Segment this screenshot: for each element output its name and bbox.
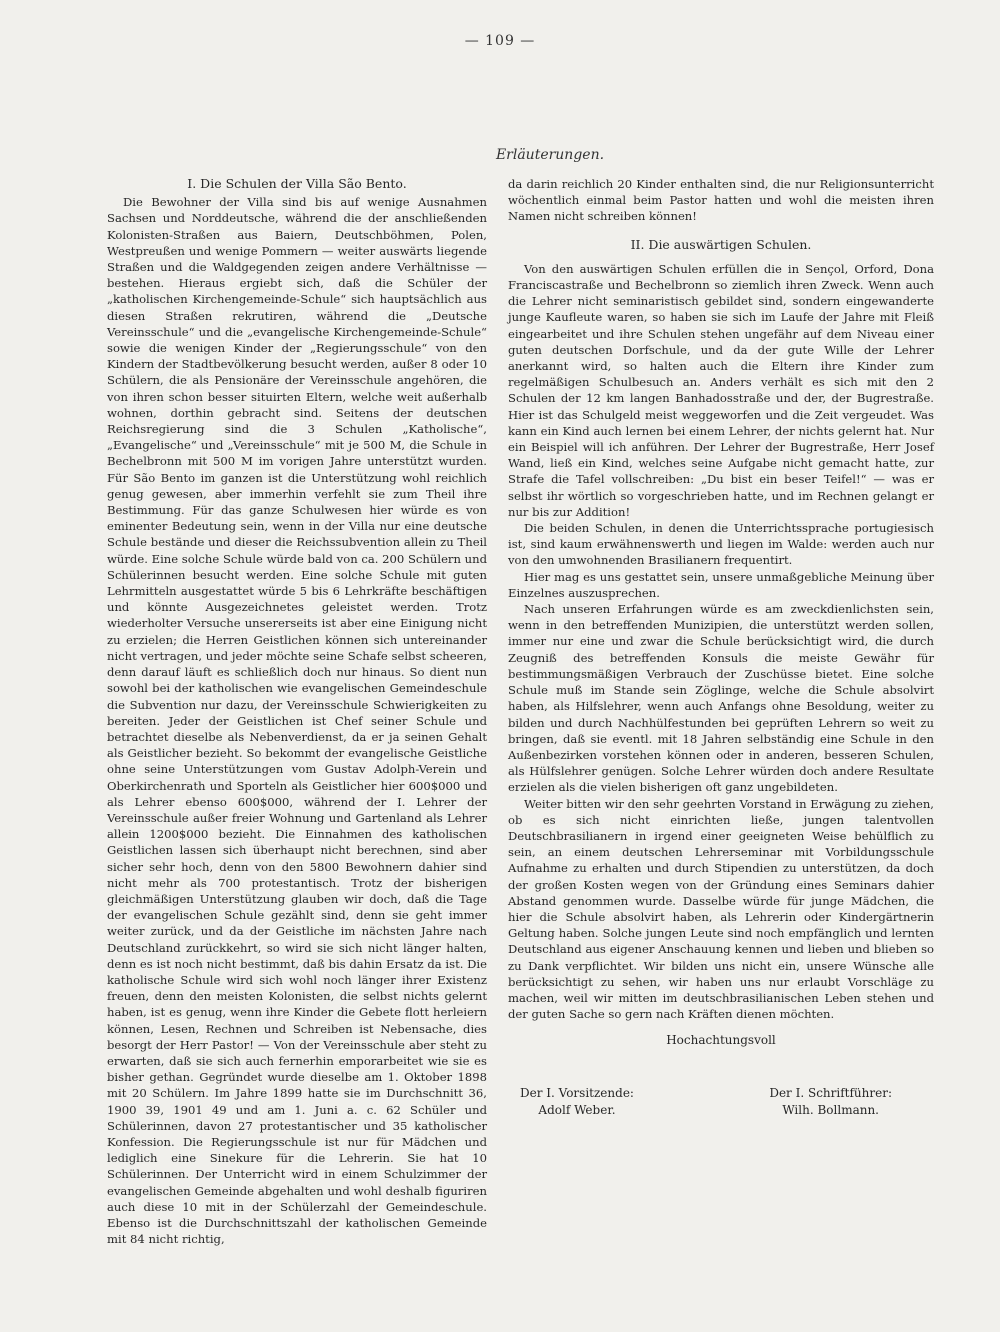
section2-paragraph: Nach unseren Erfahrungen würde es am zweckdienlichsten sein, wenn in den betreffenden Munizipien, die unterstützt werden sollen, immer nur eine und zwar die Schule berücksichtigt wird, die durch Zeugniß des betreffenden Konsuls die meiste Gewähr für bestimmungsmäßigen Verbrauch der Zuschüsse bietet. Eine solche Schule muß im Stande sein Zöglinge, welche die Schule absolvirt haben, als Hilfslehrer, wenn auch Anfangs ohne Besoldung, weiter zu bilden und durch Nachhülfestunden bei geprüften Lehrern so weit zu bringen, daß sie eventl. mit 18 Jahren selbständig eine Schule in den Außenbezirken vorstehen können oder in anderen, besseren Schulen, als Hülfslehrer genügen. Solche Lehrer würden doch andere Resultate erzielen als die vielen bisherigen oft ganz ungebildeten. bbox=[508, 602, 934, 795]
section1-paragraph: Die Bewohner der Villa sind bis auf wenige Ausnahmen Sachsen und Norddeutsche, während die der anschließenden Kolonisten-Straßen aus Baiern, Deutschböhmen, Polen, Westpreußen und wenige Pommern — weiter auswärts liegende Straßen und die Waldgegenden zeigen andere Verhältnisse — bestehen. Hieraus ergiebt sich, daß die Schüler der „katholischen Kirchengemeinde-Schule“ sich hauptsächlich aus diesen Straßen rekrutiren, während die „Deutsche Vereinsschule“ und die „evangelische Kirchengemeinde-Schule“ sowie die wenigen Kinder der „Regierungsschule“ von den Kindern der Stadtbevölkerung besucht werden, außer 8 oder 10 Schülern, die als Pensionäre der Vereinsschule angehören, die von ihren schon besser situirten Eltern, welche weit außerhalb wohnen, dorthin gebracht sind. Seitens der deutschen Reichsregierung sind die 3 Schulen „Katholische“, „Evangelische“ und „Vereinsschule“ mit je 500 M, die Schule in Bechelbronn mit 500 M im vorigen Jahre unterstützt wurden. Für São Bento im ganzen ist die Unterstützung wohl reichlich genug gewesen, aber immerhin verfehlt sie zum Theil ihre Bestimmung. Für das ganze Schulwesen hier würde es von eminenter Bedeutung sein, wenn in der Villa nur eine deutsche Schule bestände und dieser die Reichssubvention allein zu Theil würde. Eine solche Schule würde bald von ca. 200 Schülern und Schülerinnen besucht werden. Eine solche Schule mit guten Lehrmitteln ausgestattet würde 5 bis 6 Lehrkräfte beschäftigen und könnte Ausgezeichnetes geleistet werden. Trotz wiederholter Versuche unsererseits ist aber eine Einigung nicht zu erzielen; die Herren Geistlichen können sich untereinander nicht vertragen, und jeder möchte seine Schafe selbst scheeren, denn darauf läuft es schließlich doch nur hinaus. So dient nun sowohl bei der katholischen wie evangelischen Gemeindeschule die Subvention nur dazu, der Vereinsschule Schwierigkeiten zu bereiten. Jeder der Geistlichen ist Chef seiner Schule und betrachtet dieselbe als Nebenverdienst, da er ja seinen Gehalt als Geistlicher bezieht. So bekommt der evangelische Geistliche ohne seine Unterstützungen vom Gustav Adolph-Verein und Oberkirchenrath und Sporteln als Geistlicher hier 600$000 und als Lehrer ebenso 600$000, während der I. Lehrer der Vereinsschule außer freier Wohnung und Gartenland als Lehrer allein 1200$000 bezieht. Die Einnahmen des katholischen Geistlichen lassen sich überhaupt nicht berechnen, sind aber sicher sehr hoch, denn von den 5800 Bewohnern dahier sind nicht mehr als 700 protestantisch. Trotz der bisherigen gleichmäßigen Unterstützung glauben wir doch, daß die Tage der evangelischen Schule gezählt sind, denn sie geht immer weiter zurück, und da der Geistliche im nächsten Jahre nach Deutschland zurückkehrt, so wird sie sich nicht länger halten, denn es ist noch nicht bestimmt, daß bis dahin Ersatz da ist. Die katholische Schule wird sich wohl noch länger ihrer Existenz freuen, denn den meisten Kolonisten, die selbst nichts gelernt haben, ist es genug, wenn ihre Kinder die Gebete flott herleiern können, Lesen, Rechnen und Schreiben ist Nebensache, dies besorgt der Herr Pastor! — Von der Vereinsschule aber steht zu erwarten, daß sie sich auch fernerhin emporarbeitet wie sie es bisher gethan. Gegründet wurde dieselbe am 1. Oktober 1898 mit 20 Schülern. Im Jahre 1899 hatte sie im Durchschnitt 36, 1900 39, 1901 49 und am 1. Juni a. c. 62 Schüler und Schülerinnen, davon 27 protestantischer und 35 katholischer Konfession. Die Regierungsschule ist nur für Mädchen und lediglich eine Sinekure für die Lehrerin. Sie hat 10 Schülerinnen. Der Unterricht wird in einem Schulzimmer der evangelischen Gemeinde abgehalten und wohl deshalb figuriren auch diese 10 mit in der Schülerzahl der Gemeindeschule. Ebenso ist die Durchschnittszahl der katholischen Gemeinde mit 84 nicht richtig, bbox=[107, 195, 487, 1247]
section-heading-outer-schools: II. Die auswärtigen Schulen. bbox=[630, 236, 812, 252]
closing-salutation: Hochachtungsvoll bbox=[666, 1033, 776, 1048]
document-title: Erläuterungen. bbox=[495, 147, 605, 163]
signature-name: Wilh. Bollmann. bbox=[782, 1102, 879, 1117]
section1-continuation: da darin reichlich 20 Kinder enthalten sind, die nur Religionsunterricht wöchentlich einmal beim Pastor hatten und wohl die meisten ihren Namen nicht schreiben können! bbox=[508, 177, 934, 224]
section2-paragraph: Die beiden Schulen, in denen die Unterrichtssprache portugiesisch ist, sind kaum erwähnenswerth und liegen im Walde: werden auch nur von den umwohnenden Brasilianern frequentirt. bbox=[508, 521, 934, 568]
section-heading-schools-villa: I. Die Schulen der Villa São Bento. bbox=[187, 176, 407, 191]
left-column bbox=[107, 176, 487, 1247]
signatures bbox=[508, 1085, 934, 1119]
right-column bbox=[508, 176, 934, 1119]
section2-paragraph: Hier mag es uns gestattet sein, unsere unmaßgebliche Meinung über Einzelnes auszusprechen. bbox=[508, 569, 934, 600]
page-number: — 109 — bbox=[464, 33, 536, 49]
signature-secretary bbox=[769, 1085, 892, 1119]
section2-paragraph: Weiter bitten wir den sehr geehrten Vorstand in Erwägung zu ziehen, ob es sich nicht einrichten ließe, jungen talentvollen Deutschbrasilianern in irgend einer geeigneten Weise behülflich zu sein, an einem deutschen Lehrerseminar mit Vorbildungsschule Aufnahme zu erhalten und durch Stipendien zu unterstützen, da doch der großen Kosten wegen von der Gründung eines Seminars dahier Abstand genommen wurde. Dasselbe würde für junge Mädchen, die hier die Schule absolvirt haben, als Lehrerin oder Kindergärtnerin Geltung haben. Solche jungen Leute sind noch empfänglich und lernten Deutschland aus eigener Anschauung kennen und lieben und blieben so zu Dank verpflichtet. Wir bilden uns nicht ein, unsere Wünsche alle berücksichtigt zu sehen, wir haben uns nur erlaubt Vorschläge zu machen, weil wir mitten im deutschbrasilianischen Leben stehen und der guten Sache so gern nach Kräften dienen möchten. bbox=[508, 796, 934, 1022]
signature-name: Adolf Weber. bbox=[538, 1102, 616, 1117]
signature-title: Der I. Vorsitzende: bbox=[520, 1085, 634, 1100]
signature-title: Der I. Schriftführer: bbox=[769, 1085, 892, 1100]
section2-paragraph: Von den auswärtigen Schulen erfüllen die in Sençol, Orford, Dona Franciscastraße und Bechelbronn so ziemlich ihren Zweck. Wenn auch die Lehrer nicht seminaristisch gebildet sind, sondern eingewanderte junge Kaufleute waren, so haben sie sich im Laufe der Jahre mit Fleiß eingearbeitet und ihre Schulen stehen ungefähr auf dem Niveau einer guten deutschen Dorfschule, und da der gute Wille der Lehrer anerkannt wird, so halten auch die Eltern ihre Kinder zum regelmäßigen Schulbesuch an. Anders verhält es sich mit den 2 Schulen der 12 km langen Banhadosstraße und der, der Bugrestraße. Hier ist das Schulgeld meist weggeworfen und die Zeit vergeudet. Was kann ein Kind auch lernen bei einem Lehrer, der nichts gelernt hat. Nur ein Beispiel will ich anführen. Der Lehrer der Bugrestraße, Herr Josef Wand, ließ ein Kind, welches seine Aufgabe nicht gemacht hatte, zur Strafe die Tafel vollschreiben: „Du bist ein beser Teifel!“ — was er selbst ihr wörtlich so vorgeschrieben hatte, und im Rechnen gelangt er nur bis zur Addition! bbox=[508, 261, 934, 519]
signature-chairman bbox=[520, 1085, 634, 1119]
